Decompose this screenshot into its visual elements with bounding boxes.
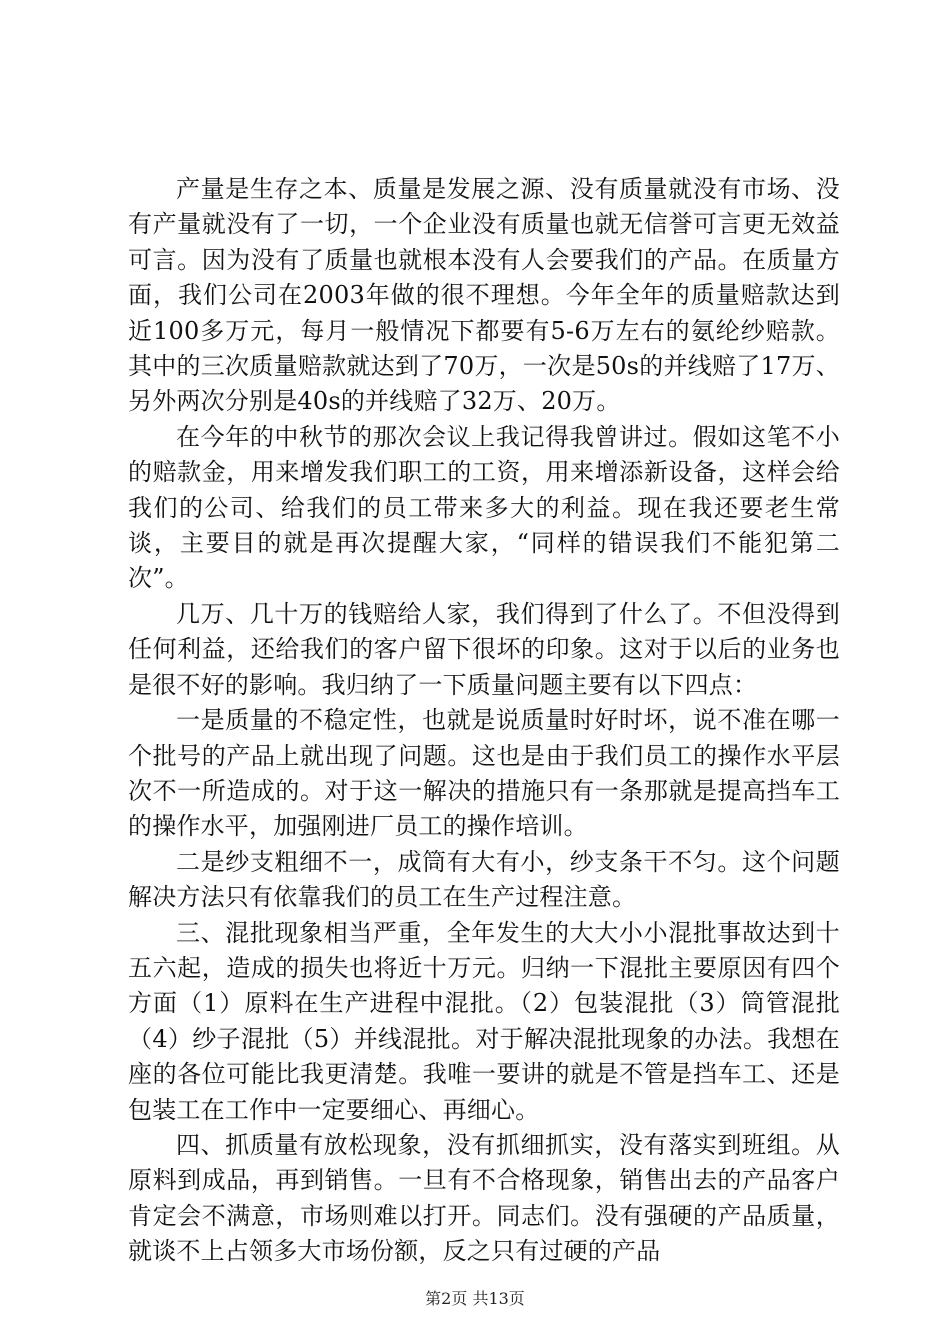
page-footer: 第2页 共13页 — [425, 1289, 525, 1308]
paragraph-point-three: 三、混批现象相当严重，全年发生的大大小小混批事故达到十五六起，造成的损失也将近十万元。归纳一下混批主要原因有四个方面（1）原料在生产进程中混批。（2）包装混批（3）筒管混批（4）纱子混批（5）并线混批。对于解决混批现象的办法。我想在座的各位可能比我更清楚。我唯一要讲的就是不管是挡车工、还是包装工在工作中一定要细心、再细心。 — [128, 918, 840, 1124]
paragraph-point-two: 二是纱支粗细不一，成筒有大有小，纱支条干不匀。这个问题解决方法只有依靠我们的员工在生产过程注意。 — [128, 847, 840, 912]
paragraph-compensation-impact: 几万、几十万的钱赔给人家，我们得到了什么了。不但没得到任何利益，还给我们的客户留下很坏的印象。这对于以后的业务也是很不好的影响。我归纳了一下质量问题主要有以下四点： — [128, 599, 840, 699]
paragraph-mid-autumn-meeting: 在今年的中秋节的那次会议上我记得我曾讲过。假如这笔不小的赔款金，用来增发我们职工的工资，用来增添新设备，这样会给我们的公司、给我们的员工带来多大的利益。现在我还要老生常谈，主要目的就是再次提醒大家，“同样的错误我们不能犯第二次”。 — [128, 422, 840, 593]
document-body — [128, 172, 840, 1270]
paragraph-point-four: 四、抓质量有放松现象，没有抓细抓实，没有落实到班组。从原料到成品，再到销售。一旦有不合格现象，销售出去的产品客户肯定会不满意，市场则难以打开。同志们。没有强硬的产品质量，就谈不上占领多大市场份额，反之只有过硬的产品 — [128, 1130, 840, 1266]
paragraph-point-one: 一是质量的不稳定性，也就是说质量时好时坏，说不准在哪一个批号的产品上就出现了问题。这也是由于我们员工的操作水平层次不一所造成的。对于这一解决的措施只有一条那就是提高挡车工的操作水平，加强刚进厂员工的操作培训。 — [128, 706, 840, 841]
paragraph-production-quality: 产量是生存之本、质量是发展之源、没有质量就没有市场、没有产量就没有了一切，一个企业没有质量也就无信誉可言更无效益可言。因为没有了质量也就根本没有人会要我们的产品。在质量方面，我们公司在2003年做的很不理想。今年全年的质量赔款达到近100多万元，每月一般情况下都要有5-6万左右的氨纶纱赔款。其中的三次质量赔款就达到了70万，一次是50s的并线赔了17万、另外两次分别是40s的并线赔了32万、20万。 — [128, 175, 840, 416]
